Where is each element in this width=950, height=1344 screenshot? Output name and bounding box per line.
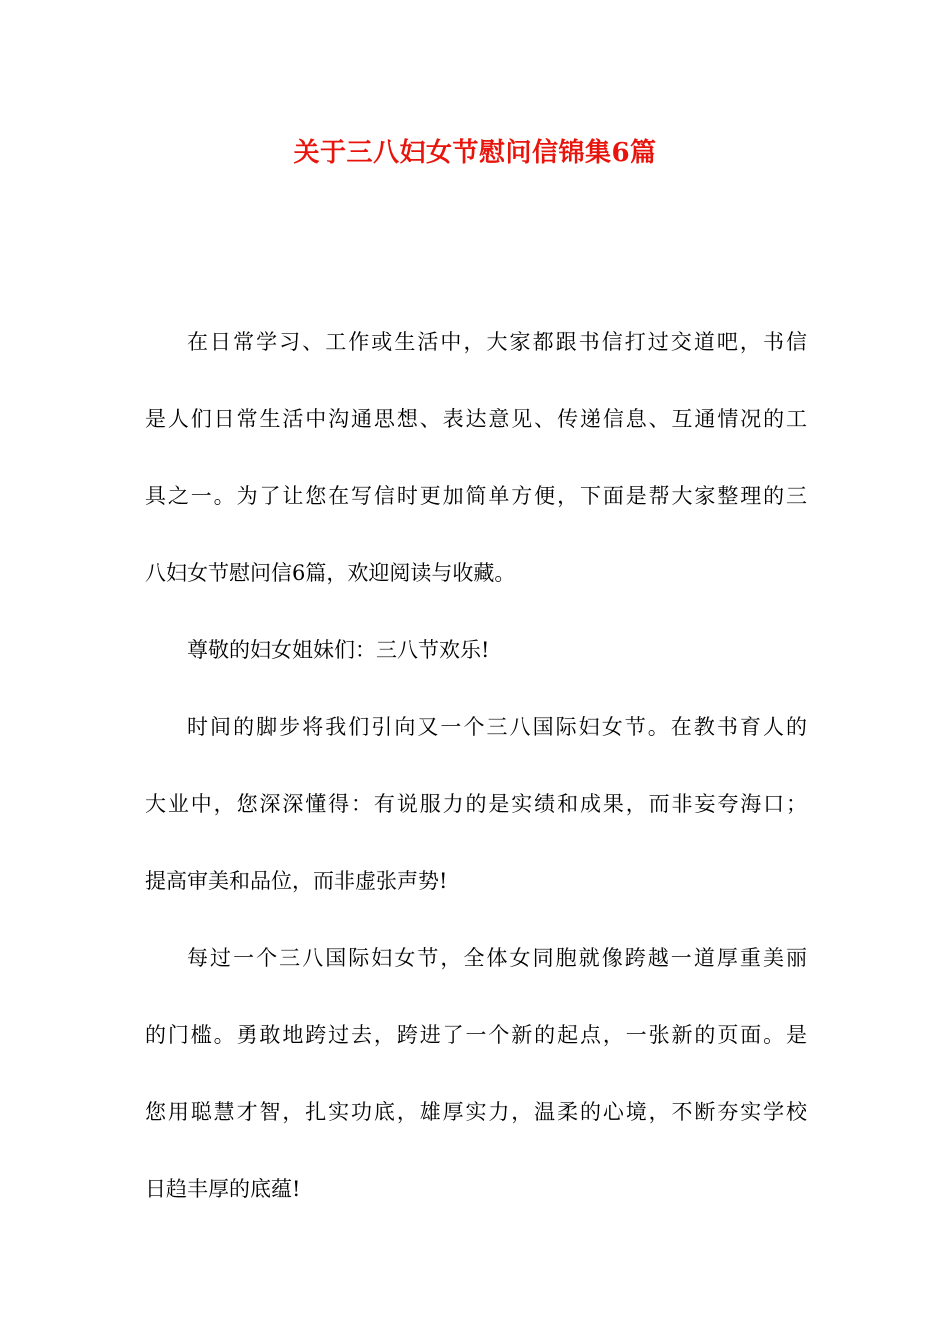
text-line: 每过一个三八国际妇女节，全体女同胞就像跨越一道厚重美丽 [187, 946, 807, 970]
paragraph-body-2 [145, 938, 807, 1209]
document-title: 关于三八妇女节慰问信锦集6篇 [293, 138, 657, 168]
paragraph-intro [145, 322, 807, 593]
text-line: 的门槛。勇敢地跨过去，跨进了一个新的起点，一张新的页面。是 [145, 1023, 807, 1047]
text-line: 日趋丰厚的底蕴! [145, 1177, 301, 1201]
text-line: 提高审美和品位，而非虚张声势! [145, 869, 448, 893]
text-line: 八妇女节慰问信6篇，欢迎阅读与收藏。 [145, 561, 516, 585]
text-line: 尊敬的妇女姐妹们：三八节欢乐! [187, 638, 490, 662]
text-line: 具之一。为了让您在写信时更加简单方便，下面是帮大家整理的三 [145, 484, 807, 508]
document-body [145, 322, 807, 1246]
text-line: 大业中，您深深懂得：有说服力的是实绩和成果，而非妄夸海口； [145, 792, 807, 816]
paragraph-body-1 [145, 707, 807, 901]
text-line: 在日常学习、工作或生活中，大家都跟书信打过交道吧，书信 [187, 330, 807, 354]
text-line: 您用聪慧才智，扎实功底，雄厚实力，温柔的心境，不断夯实学校 [145, 1100, 807, 1124]
text-line: 是人们日常生活中沟通思想、表达意见、传递信息、互通情况的工 [145, 407, 807, 431]
text-line: 时间的脚步将我们引向又一个三八国际妇女节。在教书育人的 [187, 715, 807, 739]
paragraph-salutation [145, 630, 807, 670]
